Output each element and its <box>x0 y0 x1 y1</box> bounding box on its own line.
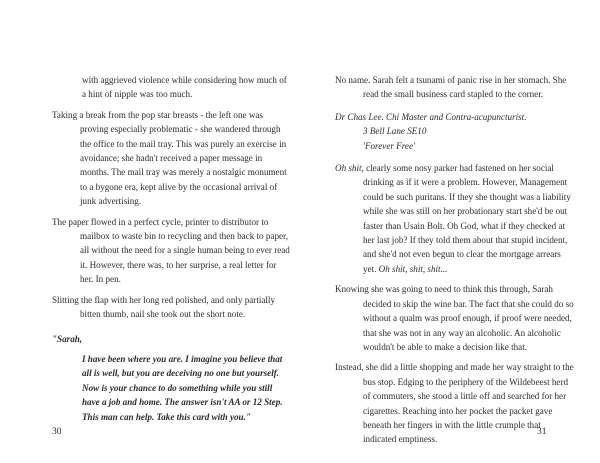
business-card-text <box>335 110 575 153</box>
paragraph: No name. Sarah felt a tsunami of panic rise in her stomach. She read the small business card stapled to the corner. <box>335 75 567 100</box>
right-text-column <box>335 73 575 453</box>
paragraph: Taking a break from the pop star breasts - the left one was proving especially problematic - she wandered through the office to the mail tray. This was purely an exercise in avoidance; she hadn't received a paper message in months. The mail tray was merely a nostalgic monument to a bygone era, kept alive by the occasional arrival of junk advertising. <box>52 109 287 207</box>
paragraph-body: clearly some nosy parker had fastened on her social drinking as if it were a problem. However, Management could be such puritans. If they she thought was a liability while she was still on her probationary start she'd be out faster than Usain Bolt. Oh God, what if they checked at her last job? If they told them about that stupid incident, and she'd not even begun to clear the mortgage arrears yet. <box>363 163 571 274</box>
letter-salutation: "Sarah, <box>52 333 83 344</box>
card-line: 'Forever Free' <box>363 140 415 151</box>
page-number: 30 <box>52 427 62 437</box>
paragraph: The paper flowed in a perfect cycle, printer to distributor to mailbox to waste bin to recycling and then back to paper, all without the need for a single human being to ever read it. However, there was, to her surprise, a real letter for her. In pen. <box>52 216 290 285</box>
page-number: 31 <box>537 427 547 437</box>
paragraph-lead: Oh shit, <box>335 163 364 174</box>
left-text-column <box>52 73 290 430</box>
paragraph <box>335 161 575 276</box>
paragraph: with aggrieved violence while considering how much of a hint of nipple was too much. <box>82 75 287 100</box>
letter-body: I have been where you are. I imagine you believe that all is well, but you are deceiving no one but yourself. Now is your chance to do something while you still have a job and home. The answer isn't AA or 12 Step. This man can help. Take this card with you." <box>82 353 283 422</box>
card-line: 3 Bell Lane SE10 <box>363 126 427 137</box>
paragraph: Instead, she did a little shopping and made her way straight to the bus stop. Edging to the periphery of the Wildebeest herd of commuters, she stood a little off and searched for her cigarettes. Reaching into her pocket the packet gave beneath her fingers in with the little crumple that indicated emptiness. <box>335 362 574 445</box>
card-line: Dr Chas Lee. Chi Master and Contra-acupuncturist. <box>335 111 527 122</box>
paragraph: Knowing she was going to need to think this through, Sarah decided to skip the wine bar. The fact that she could do so without a qualm was proof enough, if proof were needed, that she was not in any way an alcoholic. An alcoholic wouldn't be able to make a decision like that. <box>335 284 574 352</box>
right-page <box>300 0 600 463</box>
paragraph: Slitting the flap with her long red polished, and only partially bitten thumb, nail she took out the short note. <box>52 294 276 320</box>
paragraph-tail: Oh shit, shit, shit... <box>378 263 448 274</box>
